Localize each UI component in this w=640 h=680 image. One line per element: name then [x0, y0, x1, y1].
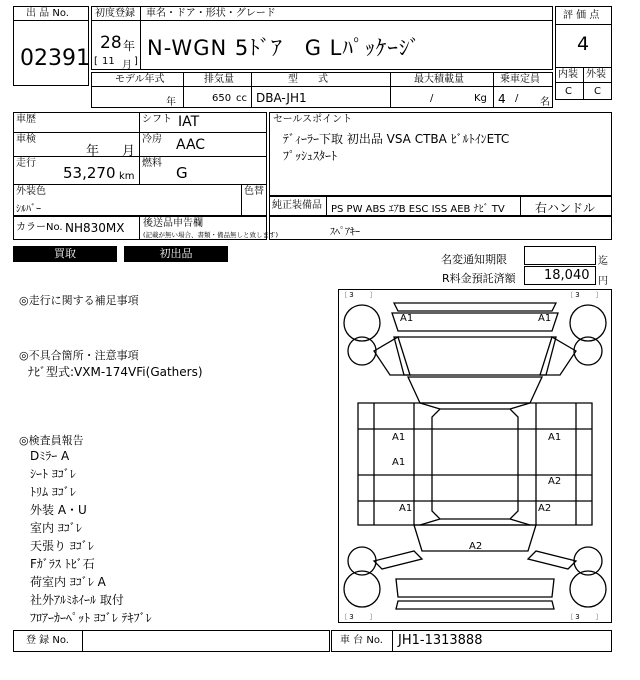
defects-heading: ◎不具合箇所・注意事項	[19, 349, 139, 362]
inspector-item: ｼｰﾄ ﾖｺﾞﾚ	[30, 467, 76, 481]
mileage-value: 53,270	[63, 164, 116, 182]
first-listing-badge: 初出品	[124, 246, 228, 262]
damage-mark-front-bumper-left: A1	[400, 313, 414, 324]
type-value: DBA-JH1	[256, 91, 307, 105]
exterior-grade: C	[594, 86, 601, 97]
sales-point-line2: ﾌﾟｯｼｭｽﾀｰﾄ	[283, 149, 338, 163]
exterior-color-value: ｼﾙﾊﾞｰ	[16, 204, 41, 215]
mileage-label: 走行	[16, 158, 36, 169]
later-docs-label: 後送品申告欄	[143, 218, 203, 229]
capacity-sep: /	[515, 93, 519, 104]
damage-mark-front-bumper-right: A1	[538, 313, 552, 324]
driving-heading: ◎走行に関する補足事項	[19, 294, 139, 307]
ac-label: 冷房	[142, 134, 162, 145]
handle-value: 右ハンドル	[535, 201, 596, 215]
inspector-item: 社外ｱﾙﾐﾎｲｰﾙ 取付	[30, 593, 124, 607]
inspector-item: ﾌﾛｱｰｶｰﾍﾟｯﾄ ﾖｺﾞﾚ ﾃｷﾌﾞﾚ	[30, 611, 152, 625]
score-label: 評 価 点	[563, 10, 600, 21]
ac-value: AAC	[176, 137, 206, 153]
recycle-label: R料金預託済額	[442, 272, 516, 285]
interior-label: 内装	[558, 69, 578, 80]
name-change-label: 名変通知期限	[441, 253, 507, 266]
later-docs-note: (記載が無い場合、書類・備品無しと致します)	[143, 231, 279, 239]
color-change-label: 色替	[244, 186, 264, 197]
damage-mark-right-rear-door: A2	[548, 476, 562, 487]
chassis-label: 車 台 No.	[340, 635, 383, 646]
interior-grade: C	[565, 86, 572, 97]
equipment-value: PS PW ABS ｴｱB ESC ISS AEB ﾅﾋﾞ TV	[331, 204, 505, 215]
capacity-unit: 名	[540, 97, 550, 108]
history-label: 車歴	[16, 114, 36, 125]
displacement-label: 排気量	[204, 74, 234, 85]
type-label: 型 式	[288, 74, 328, 85]
inspector-item: Dﾐﾗｰ A	[30, 449, 70, 463]
sales-point-label: セールスポイント	[273, 114, 353, 125]
capacity-value: 4	[498, 92, 506, 106]
damage-mark-rear-hatch: A2	[469, 541, 483, 552]
inspection-month-unit: 月	[122, 144, 136, 159]
color-no-label: カラーNo.	[16, 222, 63, 233]
displacement-unit: cc	[236, 93, 247, 104]
max-load-sep: /	[430, 93, 434, 104]
name-change-unit: 迄	[598, 256, 608, 267]
inspection-label: 車検	[16, 134, 36, 145]
name-change-box	[524, 246, 596, 265]
inspector-item: 外装 A・U	[30, 503, 87, 517]
lot-label: 出 品 No.	[26, 8, 69, 19]
fuel-value: G	[176, 164, 188, 182]
max-load-label: 最大積載量	[414, 74, 464, 85]
damage-mark-right-quarter: A2	[538, 503, 552, 514]
capacity-label: 乗車定員	[500, 74, 540, 85]
first-reg-year-unit: 年	[123, 39, 136, 53]
fuel-label: 燃料	[142, 158, 162, 169]
later-docs-box	[269, 216, 612, 240]
car-name: N-WGN 5ﾄﾞｱ G Lﾊﾟｯｹｰｼﾞ	[147, 36, 421, 60]
navi-model: ﾅﾋﾞ型式:VXM-174VFi(Gathers)	[28, 365, 203, 379]
inspector-item: 天張り ﾖｺﾞﾚ	[30, 539, 94, 553]
later-docs-value: ｽﾍﾟｱｷｰ	[330, 227, 360, 238]
damage-mark-left-quarter: A1	[399, 503, 413, 514]
inspector-item: 荷室内 ﾖｺﾞﾚ A	[30, 575, 106, 589]
damage-mark-right-front-door: A1	[548, 432, 562, 443]
tire-rear-left: 〔 3 〕	[340, 613, 377, 621]
shift-value: IAT	[178, 114, 200, 130]
buy-badge: 買取	[13, 246, 117, 262]
color-no-value: NH830MX	[65, 221, 125, 235]
max-load-unit: Kg	[474, 93, 487, 104]
model-year-unit: 年	[166, 97, 176, 108]
chassis-number: JH1-1313888	[398, 633, 483, 648]
inspector-item: ﾄﾘﾑ ﾖｺﾞﾚ	[30, 485, 76, 499]
tire-front-right: 〔 3 〕	[566, 291, 603, 299]
inspector-item: Fｶﾞﾗｽ ﾄﾋﾞ石	[30, 557, 95, 571]
first-reg-year: 28	[100, 33, 122, 53]
score-value: 4	[577, 33, 590, 55]
damage-mark-left-front-door: A1	[392, 432, 406, 443]
registration-label: 登 録 No.	[26, 635, 69, 646]
equipment-label: 純正装備品	[272, 200, 322, 211]
car-name-label: 車名・ドア・形状・グレード	[146, 8, 276, 19]
exterior-label: 外装	[586, 69, 606, 80]
damage-mark-left-rear-door: A1	[392, 457, 406, 468]
recycle-amount: 18,040	[544, 268, 590, 283]
inspector-heading: ◎検査員報告	[19, 434, 84, 447]
exterior-color-label: 外装色	[16, 186, 46, 197]
mileage-unit: km	[119, 171, 135, 182]
car-body-diagram	[338, 289, 612, 623]
recycle-unit: 円	[598, 276, 608, 287]
tire-front-left: 〔 3 〕	[340, 291, 377, 299]
inspector-item: 室内 ﾖｺﾞﾚ	[30, 521, 82, 535]
inspection-year-unit: 年	[86, 144, 100, 159]
displacement-value: 650	[212, 93, 232, 104]
tire-rear-right: 〔 3 〕	[566, 613, 603, 621]
lot-number: 02391	[20, 46, 90, 71]
first-reg-month-unit: 月	[122, 60, 132, 71]
first-reg-month: 11	[102, 56, 115, 67]
shift-label: シフト	[142, 114, 172, 125]
first-registration-label: 初度登録	[95, 8, 135, 19]
details-box	[13, 112, 267, 216]
sales-point-line1: ﾃﾞｨｰﾗｰ下取 初出品 VSA CTBA ﾋﾞﾙﾄｲﾝETC	[283, 132, 510, 146]
model-year-label: モデル年式	[115, 74, 165, 85]
